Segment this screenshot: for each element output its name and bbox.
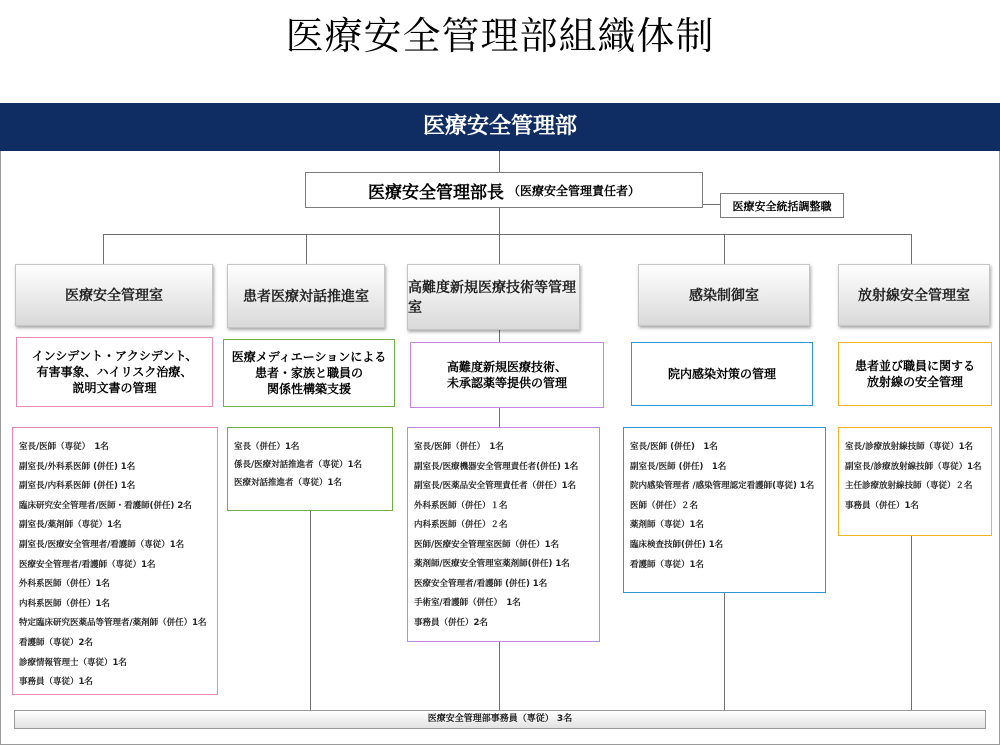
staff-item: 医師（併任）２名: [630, 500, 699, 511]
staff-item: 医療安全管理者/看護師 (併任) 1名: [414, 578, 548, 589]
staff-item: 内科系医師（併任）1名: [19, 598, 110, 609]
office-staff-bar: 医療安全管理部事務員（専従） 3名: [14, 710, 986, 729]
department-banner: 医療安全管理部: [0, 103, 1000, 151]
staff-item: 臨床検査技師(併任) 1名: [630, 539, 724, 550]
staff-list: [407, 427, 600, 642]
staff-item: 医師/医療安全管理室医師（併任）1名: [414, 539, 560, 550]
connector-line: [911, 535, 912, 710]
head-title: 医療安全管理部長: [367, 182, 504, 203]
staff-item: 内科系医師（併任）２名: [414, 520, 508, 530]
staff-item: 主任診療放射線技師（専従）２名: [845, 481, 973, 492]
page-title: 医療安全管理部組織体制: [285, 14, 715, 58]
staff-item: 外科系医師（併任）1名: [19, 579, 110, 590]
staff-item: 室長/医師（専従） 1名: [19, 442, 109, 452]
staff-item: 副室長/薬剤師（専従）1名: [19, 520, 122, 531]
office-header: 医療安全管理室: [15, 264, 213, 326]
connector-line: [499, 151, 500, 172]
office-header: 患者医療対話推進室: [227, 264, 385, 328]
staff-item: 事務員（併任）2名: [414, 617, 488, 628]
connector-line: [103, 234, 911, 235]
staff-item: 副室長/医薬品安全管理責任者（併任）1名: [414, 481, 577, 491]
staff-item: 事務員（併任）1名: [845, 500, 919, 511]
connector-line: [306, 234, 307, 264]
office-role: 患者並び職員に関する 放射線の安全管理: [838, 342, 992, 406]
connector-line: [103, 234, 104, 264]
staff-item: 医療対話推進者（専従）1名: [234, 478, 342, 488]
staff-item: 副室長/医師 (併任) 1名: [630, 461, 727, 472]
office-header: 感染制御室: [638, 264, 810, 326]
connector-line: [911, 234, 912, 264]
connector-line: [499, 234, 500, 264]
staff-item: 室長（併任）1名: [234, 442, 300, 452]
staff-list: [623, 427, 826, 593]
staff-item: 医療安全管理者/看護師（専従）1名: [19, 559, 156, 570]
connector-line: [724, 592, 725, 710]
staff-item: 室長/医師 (併任) 1名: [630, 442, 718, 452]
staff-item: 特定臨床研究医薬品等管理者/薬剤師（併任）1名: [19, 618, 207, 629]
staff-list: [227, 427, 393, 511]
staff-item: 手術室/看護師（併任） 1名: [414, 598, 521, 608]
staff-item: 副室長/医療安全管理者/看護師（専従）1名: [19, 539, 185, 550]
coordinator-box: 医療安全統括調整職: [720, 193, 844, 218]
head-box: [305, 172, 703, 208]
connector-line: [310, 510, 311, 710]
office-role: 院内感染対策の管理: [631, 342, 813, 406]
staff-item: 副室長/外科系医師 (併任) 1名: [19, 461, 136, 472]
staff-item: 副室長/医療機器安全管理責任者(併任) 1名: [414, 461, 579, 472]
connector-line: [702, 204, 720, 205]
connector-line: [724, 234, 725, 264]
staff-item: 看護師（専従）2名: [19, 637, 93, 648]
staff-item: 院内感染管理者 /感染管理認定看護師(専従) 1名: [630, 481, 815, 492]
staff-item: 室長/診療放射線技師（専従）1名: [845, 442, 974, 452]
office-header: 放射線安全管理室: [838, 264, 990, 326]
staff-list: [838, 427, 992, 536]
staff-item: 外科系医師（併任）１名: [414, 500, 508, 511]
staff-list: [12, 427, 218, 695]
office-role: 高難度新規医療技術、 未承認薬等提供の管理: [410, 342, 604, 408]
office-header: 高難度新規医療技術等管理室: [407, 264, 580, 330]
office-role: 医療メディエーションによる 患者・家族と職員の 関係性構築支援: [223, 339, 395, 407]
staff-item: 看護師（専従）1名: [630, 559, 704, 570]
staff-item: 係長/医療対話推進者（専従）1名: [234, 460, 363, 470]
staff-item: 薬剤師/医療安全管理室薬剤師(併任) 1名: [414, 559, 570, 569]
staff-item: 副室長/診療放射線技師（専従）1名: [845, 461, 982, 472]
staff-item: 診療情報管理士（専従）1名: [19, 657, 127, 668]
head-subtitle: （医療安全管理責任者）: [507, 183, 640, 198]
office-role: インシデント・アクシデント、 有害事象、ハイリスク治療、 説明文書の管理: [16, 337, 213, 407]
staff-item: 事務員（専従）1名: [19, 677, 93, 688]
staff-item: 室長/医師（併任） 1名: [414, 442, 504, 452]
staff-item: 臨床研究安全管理者/医師・看護師(併任) 2名: [19, 500, 192, 511]
staff-item: 薬剤師（専従）1名: [630, 520, 704, 531]
staff-item: 副室長/内科系医師 (併任) 1名: [19, 481, 136, 492]
